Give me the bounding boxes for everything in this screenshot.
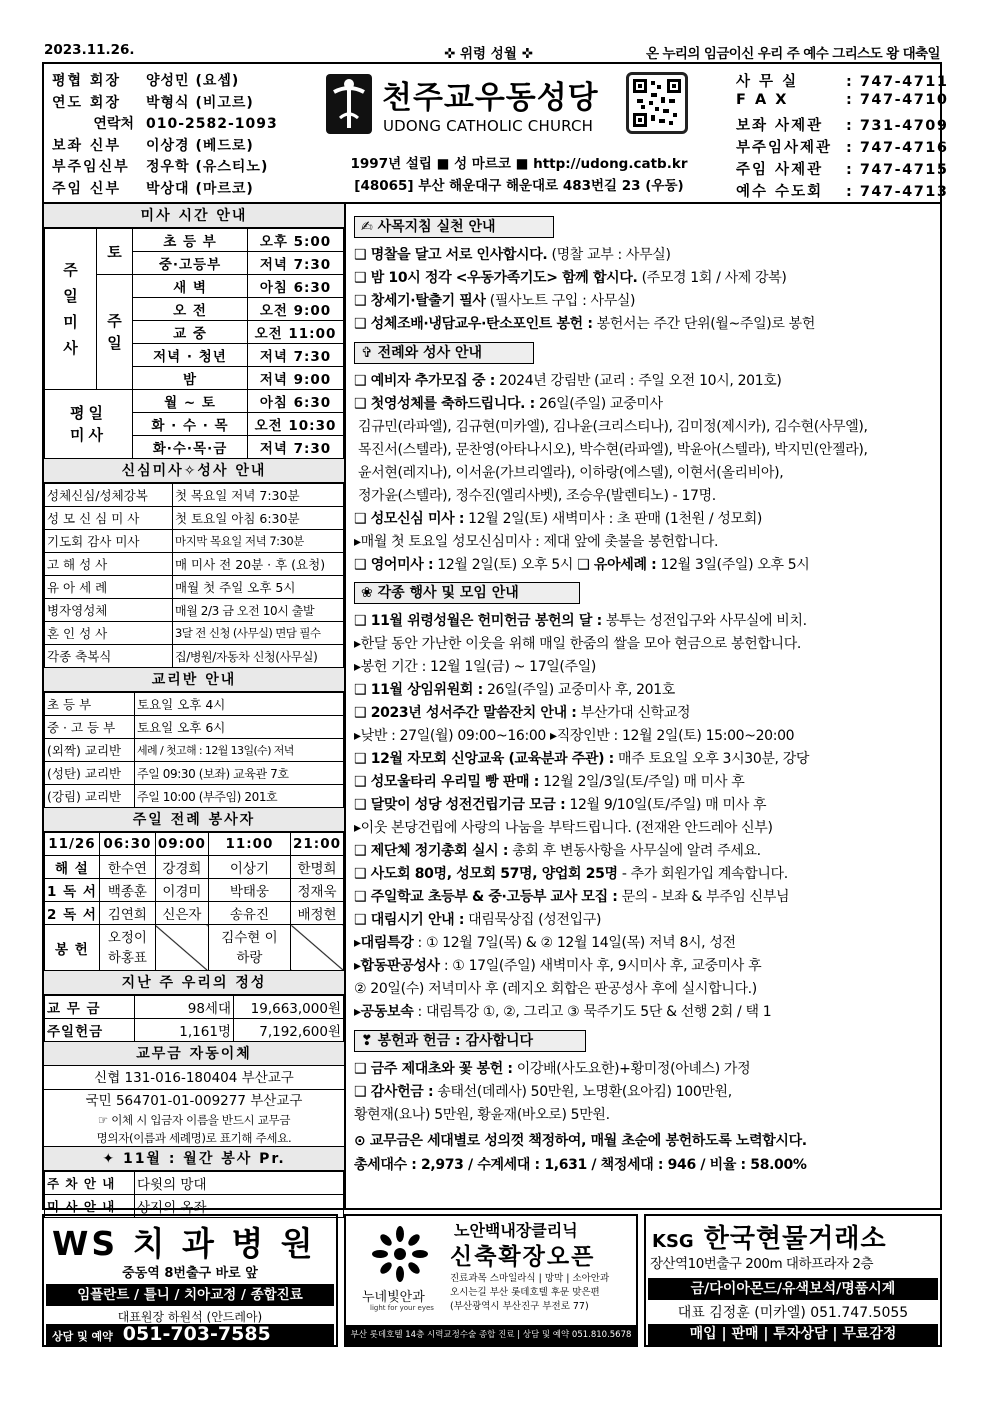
ministry-person: 이상기 [208, 856, 290, 879]
contact-label: 보좌 사제관 [736, 118, 824, 134]
ad-strip [42, 1214, 942, 1347]
dental-ad-phone: 상담 및 예약 051-703-7585 [46, 1324, 334, 1345]
eye-clinic-name: 누네빛안과 [362, 1290, 425, 1305]
ministry-person: 박태웅 [208, 879, 290, 902]
contact-number: : 747-4715 [846, 162, 949, 178]
devotion-time: 집/병원/자동차 신청(사무실) [173, 645, 344, 668]
devotion-name: 성체신심/성체강복 [45, 484, 173, 507]
contact-list [736, 70, 949, 202]
eye-clinic-details: 진료과목 스마일라식 | 망막 | 소아안과 오시는길 부산 롯데호텔 후문 맞은편 (부산광역시 부산진구 부전로 77) [450, 1273, 610, 1312]
notice-line: ❑ 영어미사 : 12월 2일(토) 오후 5시 ❑ 유아세례 : 12월 3일(주일) 오후 5시 [354, 557, 810, 573]
notice-line: ❑ 11월 상임위원회 : 26일(주일) 교중미사 후, 201호 [354, 682, 675, 698]
mass-time: 아침 6:30 [248, 390, 344, 413]
ministry-person: 이경미 [155, 879, 208, 902]
contact-number: : 747-4710 [846, 92, 949, 108]
mass-time: 저녁 7:30 [248, 344, 344, 367]
class-name: (성탄) 교리반 [45, 762, 135, 785]
empty-cell [291, 925, 344, 971]
empty-cell [155, 925, 208, 971]
ministry-header: 11/26 [45, 833, 100, 856]
offering-amount: 7,192,600원 [234, 1019, 344, 1042]
devotion-name: 병자영성체 [45, 599, 173, 622]
contact-label: 예수 수도회 [736, 184, 824, 200]
weekday-mass-label: 평일미사 [45, 390, 133, 459]
devotion-name: 성 모 신 심 미 사 [45, 507, 173, 530]
class-name: (외짝) 교리반 [45, 739, 135, 762]
service-type: 주 차 안 내 [45, 1172, 135, 1195]
class-name: (강림) 교리반 [45, 785, 135, 808]
exchange-ad-items: 금/다이아몬드/유색보석/명품시계 [648, 1278, 938, 1300]
ministry-header: 09:00 [155, 833, 208, 856]
mass-name: 중·고등부 [133, 252, 248, 275]
ministry-role: 2 독 서 [45, 902, 100, 925]
notice-line: ❑ 성체조배·냉담교우·탄소포인트 봉헌 : 봉헌서는 주간 단위(월~주일)로 봉헌 [354, 316, 816, 332]
flower-logo-icon [372, 1226, 428, 1286]
mass-schedule-table [44, 228, 344, 459]
mass-time: 아침 6:30 [248, 275, 344, 298]
exchange-ad-contact: 대표 김정훈 (미카엘) 051.747.5055 [677, 1305, 909, 1321]
mass-name: 교 중 [133, 321, 248, 344]
mass-name: 월 ~ 토 [133, 390, 248, 413]
devotion-time: 마지막 목요일 저녁 7:30분 [173, 530, 344, 553]
top-bar [44, 40, 944, 62]
founding-line: 1997년 설립 ■ 성 마르코 ■ http://udong.catb.kr [350, 156, 688, 172]
notice-line: ❑ 성모신심 미사 : 12월 2일(토) 새벽미사 : 초 판매 (1천원 / 성모회) [354, 511, 762, 527]
officer-list [52, 70, 278, 199]
officer-role: 연도 회장 [52, 94, 121, 111]
class-name: 초 등 부 [45, 693, 135, 716]
notice-line: 황현재(요나) 5만원, 황윤재(바오로) 5만원. [354, 1107, 610, 1123]
contact-number: : 731-4709 [846, 118, 949, 134]
notice-line: ❑ 첫영성체를 축하드립니다. : 26일(주일) 교중미사 [354, 396, 663, 412]
offering-table [44, 995, 344, 1042]
cross-logo-icon [326, 74, 372, 134]
officer-role: 평협 회장 [52, 73, 121, 89]
transfer-note-1: ☞ 이체 시 입금자 이름을 반드시 교무금 [97, 1113, 291, 1127]
officer-name: 양성민 (요셉) [146, 73, 240, 89]
liturgy-header: ✞ 전례와 성사 안내 [354, 342, 534, 364]
catechism-table [44, 692, 344, 808]
sunday-mass-label: 주일미사 [45, 229, 97, 390]
mass-name: 오 전 [133, 298, 248, 321]
offering-type: 주일헌금 [45, 1019, 135, 1042]
mass-time: 오전 11:00 [248, 321, 344, 344]
eye-clinic-slogan: light for your eyes [370, 1304, 434, 1312]
mass-name: 저녁 · 청년 [133, 344, 248, 367]
devotion-time: 매 미사 전 20분 · 후 (요청) [173, 553, 344, 576]
notice-line: ⊙ 교무금은 세대별로 성의껏 책정하여, 매월 초순에 봉헌하도록 노력합시다. [354, 1133, 807, 1149]
mass-name: 초 등 부 [133, 229, 248, 252]
bank-account-1: 신협 131-016-180404 부산교구 [44, 1066, 344, 1090]
notice-line: ❑ 2023년 성서주간 말씀잔치 안내 : 부산가대 신학교정 [354, 705, 691, 721]
ministry-person: 한수연 [99, 856, 155, 879]
mass-name: 밤 [133, 367, 248, 390]
devotion-name: 고 해 성 사 [45, 553, 173, 576]
officer-name: 박상대 (마르코) [146, 180, 254, 197]
contact-label: 사 무 실 [736, 74, 799, 90]
ministry-role: 해 설 [45, 856, 100, 879]
mass-name: 화 · 수 · 목 [133, 413, 248, 436]
devotion-name: 혼 인 성 사 [45, 622, 173, 645]
auto-transfer-title: 교무금 자동이체 [44, 1042, 344, 1066]
notice-line: ❑ 성모울타리 우리밀 빵 판매 : 12월 2일/3일(토/주일) 매 미사 후 [354, 774, 745, 790]
monthly-service-table [44, 1171, 344, 1218]
ministry-person: 김연희 [99, 902, 155, 925]
class-time: 세례 / 첫고해 : 12월 13일(수) 저녁 [135, 739, 344, 762]
offering-count: 98세대 [135, 996, 234, 1019]
church-english-name: UDONG CATHOLIC CHURCH [383, 117, 594, 135]
saturday-label: 토 [97, 229, 133, 275]
devotion-title: 신심미사✧성사 안내 [44, 459, 344, 483]
contact-label: F A X [736, 92, 789, 108]
communicant-names: 정가윤(스텔라), 정수진(엘리사벳), 조승우(발렌티노) - 17명. [358, 488, 716, 504]
notice-line: ❑ 감사헌금 : 송태선(데레사) 50만원, 노명환(요아킴) 100만원, [354, 1084, 732, 1100]
dental-ad-services: 임플란트 / 틀니 / 치아교정 / 종합진료 [46, 1284, 334, 1306]
catechism-title: 교리반 안내 [44, 668, 344, 692]
officer-role: 부주임신부 [52, 159, 130, 175]
mass-name: 화·수·목·금 [133, 436, 248, 459]
dental-ad-director: 대표원장 하원석 (안드레아) [117, 1310, 263, 1324]
notice-line: ❑ 대림시기 안내 : 대림묵상집 (성전입구) [354, 912, 602, 928]
devotion-time: 첫 토요일 아침 6:30분 [173, 507, 344, 530]
mass-name: 새 벽 [133, 275, 248, 298]
notice-line: ❑ 예비자 추가모집 중 : 2024년 강림반 (교리 : 주일 오전 10시, 201호) [354, 373, 782, 389]
devotion-name: 유 아 세 례 [45, 576, 173, 599]
ministry-person: 백종훈 [99, 879, 155, 902]
devotion-table [44, 483, 344, 668]
offering-count: 1,161명 [135, 1019, 234, 1042]
notice-line: ▸대림특강 : ① 12월 7일(목) & ② 12월 14일(목) 저녁 8시, 성전 [354, 935, 736, 951]
eye-clinic-specialty: 노안백내장클리닉 [454, 1221, 578, 1240]
officer-name: 010-2582-1093 [146, 116, 278, 132]
events-header: ❀ 각종 행사 및 모임 안내 [354, 582, 580, 604]
notice-line: ▸매월 첫 토요일 성모신심미사 : 제대 앞에 촛불을 봉헌합니다. [354, 534, 719, 550]
right-column [348, 204, 942, 1210]
mass-time: 저녁 7:30 [248, 436, 344, 459]
notice-line: ❑ 창세기·탈출기 필사 (필사노트 구입 : 사무실) [354, 293, 636, 309]
contact-number: : 747-4713 [846, 184, 949, 200]
offertory-person: 김수현 이하랑 [208, 925, 290, 971]
class-name: 중 · 고 등 부 [45, 716, 135, 739]
ministry-title: 주일 전례 봉사자 [44, 808, 344, 832]
transfer-note-2: 명의자(이름과 세례명)로 표기해 주세요. [44, 1129, 344, 1147]
dental-ad-name: WS 치 과 병 원 [52, 1224, 316, 1263]
communicant-names: 목진서(스텔라), 문찬영(아타나시오), 박수현(라파엘), 박윤아(스텔라), 박지민(안젤라), [358, 442, 868, 458]
address-line: [48065] 부산 해운대구 해운대로 483번길 23 (우동) [354, 178, 684, 194]
thanks-header: ❣ 봉헌과 헌금 : 감사합니다 [354, 1030, 586, 1052]
class-time: 주일 09:30 (보좌) 교육관 7호 [135, 762, 344, 785]
ministry-header: 06:30 [99, 833, 155, 856]
month-theme: ✜ 위령 성월 ✜ [444, 46, 533, 62]
notice-line: ❑ 금주 제대초와 꽃 봉헌 : 이강배(사도요한)+황미정(아녜스) 가정 [354, 1061, 751, 1077]
service-group: 상지의 옥좌 [135, 1195, 344, 1218]
exchange-ad-location: 장산역10번출구 200m 대하프라자 2층 [650, 1256, 874, 1272]
contact-number: : 747-4716 [846, 140, 949, 156]
bank-account-2: 국민 564701-01-009277 부산교구 [85, 1093, 303, 1109]
ministry-person: 강경희 [155, 856, 208, 879]
ministry-role: 1 독 서 [45, 879, 100, 902]
service-type: 미 사 안 내 [45, 1195, 135, 1218]
ministry-person: 정재욱 [291, 879, 344, 902]
ministry-person: 송유진 [208, 902, 290, 925]
mass-time: 오후 5:00 [248, 229, 344, 252]
issue-date: 2023.11.26. [44, 42, 135, 58]
notice-line: ② 20일(수) 저녁미사 후 (레지오 회합은 판공성사 후에 실시합니다.) [354, 981, 757, 997]
dental-ad-location: 중동역 8번출구 바로 앞 [122, 1266, 258, 1281]
officer-role: 연락처 [93, 116, 134, 132]
notice-line: ❑ 12월 자모회 신앙교육 (교육분과 주관) : 매주 토요일 오후 3시30분, 강당 [354, 751, 810, 767]
officer-role: 주임 신부 [52, 180, 121, 197]
monthly-service-title: ✦ 11월 : 월간 봉사 Pr. [44, 1147, 344, 1171]
ministry-role: 봉 헌 [45, 925, 100, 971]
devotion-name: 기도회 감사 미사 [45, 530, 173, 553]
devotion-time: 매월 2/3 금 오전 10시 출발 [173, 599, 344, 622]
communicant-names: 김규민(라파엘), 김규현(미카엘), 김나윤(크리스티나), 김미정(제시카), 김수현(사무엘), [358, 419, 868, 435]
class-time: 토요일 오후 4시 [135, 693, 344, 716]
dental-ad[interactable] [42, 1214, 338, 1347]
ministry-person: 신은자 [155, 902, 208, 925]
notice-line: ▸합동판공성사 : ① 17일(주일) 새벽미사 후, 9시미사 후, 교중미사 후 [354, 958, 762, 974]
ministry-table [44, 832, 344, 971]
contact-label: 주임 사제관 [736, 162, 824, 178]
pastoral-guide-header: ✍ 사목지침 실천 안내 [354, 216, 554, 238]
devotion-name: 각종 축복식 [45, 645, 173, 668]
officer-name: 이상경 (베드로) [146, 137, 254, 154]
ministry-person: 한명희 [291, 856, 344, 879]
offering-type: 교 무 금 [45, 996, 135, 1019]
notice-line: ❑ 11월 위령성월은 헌미헌금 봉헌의 달 : 봉투는 성전입구와 사무실에 비치. [354, 613, 807, 629]
church-name: 천주교우동성당 [382, 80, 599, 116]
offering-title: 지난 주 우리의 정성 [44, 971, 344, 995]
offering-amount: 19,663,000원 [234, 996, 344, 1019]
eye-clinic-contact: 부산 롯데호텔 14층 시력교정수술 종합 진료 | 상담 및 예약 051.810.5678 [346, 1325, 636, 1345]
notice-line: ❑ 주일학교 초등부 & 중·고등부 교사 모집 : 문의 - 보좌 & 부주임 신부님 [354, 889, 790, 905]
eye-clinic-opening: 신축확장오픈 [450, 1244, 596, 1270]
class-time: 토요일 오후 6시 [135, 716, 344, 739]
sunday-label: 주일 [97, 275, 133, 390]
devotion-time: 첫 목요일 저녁 7:30분 [173, 484, 344, 507]
ministry-header: 21:00 [291, 833, 344, 856]
ministry-person: 배정현 [291, 902, 344, 925]
notice-line: ❑ 명찰을 달고 서로 인사합시다. (명찰 교부 : 사무실) [354, 247, 671, 263]
church-info [329, 152, 709, 196]
contact-label: 부주임사제관 [736, 140, 833, 156]
bulletin-body [42, 204, 942, 1216]
mass-time: 저녁 9:00 [248, 367, 344, 390]
church-logo [326, 70, 626, 142]
class-time: 주일 10:00 (부주임) 201호 [135, 785, 344, 808]
notice-line: ▸봉헌 기간 : 12월 1일(금) ~ 17일(주일) [354, 659, 596, 675]
notice-line: ▸낮반 : 27일(월) 09:00~16:00 ▸직장인반 : 12월 2일(토) 15:00~20:00 [354, 728, 795, 744]
eye-clinic-ad[interactable] [344, 1214, 638, 1347]
notice-line: ❑ 달맞이 성당 성전건립기금 모금 : 12월 9/10일(토/주일) 매 미사 후 [354, 797, 767, 813]
qr-code-icon[interactable] [626, 72, 688, 134]
exchange-ad[interactable] [644, 1214, 942, 1347]
notice-line: ▸공동보속 : 대림특강 ①, ②, 그리고 ③ 묵주기도 5단 & 선행 2회 / 택 1 [354, 1004, 772, 1020]
officer-role: 보좌 신부 [52, 137, 121, 154]
ministry-header: 11:00 [208, 833, 290, 856]
feast-title: 온 누리의 임금이신 우리 주 예수 그리스도 왕 대축일 [645, 46, 940, 62]
notice-line: ❑ 제단체 정기총회 실시 : 총회 후 변동사항을 사무실에 알려 주세요. [354, 843, 761, 859]
service-group: 다윗의 망대 [135, 1172, 344, 1195]
communicant-names: 윤서현(레지나), 이서윤(가브리엘라), 이하랑(에스델), 이현서(올리비아), [358, 465, 784, 481]
mass-time: 저녁 7:30 [248, 252, 344, 275]
officer-name: 박형식 (비고르) [146, 94, 254, 111]
exchange-ad-name: KSG 한국현물거래소 [652, 1224, 887, 1254]
notice-line: ❑ 밤 10시 정각 <우동가족기도> 함께 합시다. (주모경 1회 / 사제 강복) [354, 270, 787, 286]
notice-line: ❑ 사도회 80명, 성모회 57명, 양업회 25명 - 추가 회원가입 계속합니다. [354, 866, 788, 882]
mass-time: 오전 10:30 [248, 413, 344, 436]
exchange-ad-services: 매입 | 판매 | 투자상담 | 무료감정 [648, 1324, 938, 1345]
household-stats: 총세대수 : 2,973 / 수계세대 : 1,631 / 책정세대 : 946 / 비율 : 58.00% [354, 1157, 807, 1173]
mass-schedule-title: 미사 시간 안내 [44, 204, 344, 228]
officer-name: 정우학 (유스티노) [146, 159, 269, 175]
devotion-time: 매월 첫 주일 오후 5시 [173, 576, 344, 599]
notice-line: ▸한달 동안 가난한 이웃을 위해 매일 한줌의 쌀을 모아 현금으로 봉헌합니다. [354, 636, 801, 652]
masthead [42, 62, 949, 204]
devotion-time: 3달 전 신청 (사무실) 면담 필수 [173, 622, 344, 645]
notice-line: ▸이웃 본당건립에 사랑의 나눔을 부탁드립니다. (전재완 안드레아 신부) [354, 820, 773, 836]
mass-time: 오전 9:00 [248, 298, 344, 321]
contact-number: : 747-4711 [846, 74, 949, 90]
left-column [44, 204, 346, 1216]
offertory-person: 오정이 하홍표 [99, 925, 155, 971]
